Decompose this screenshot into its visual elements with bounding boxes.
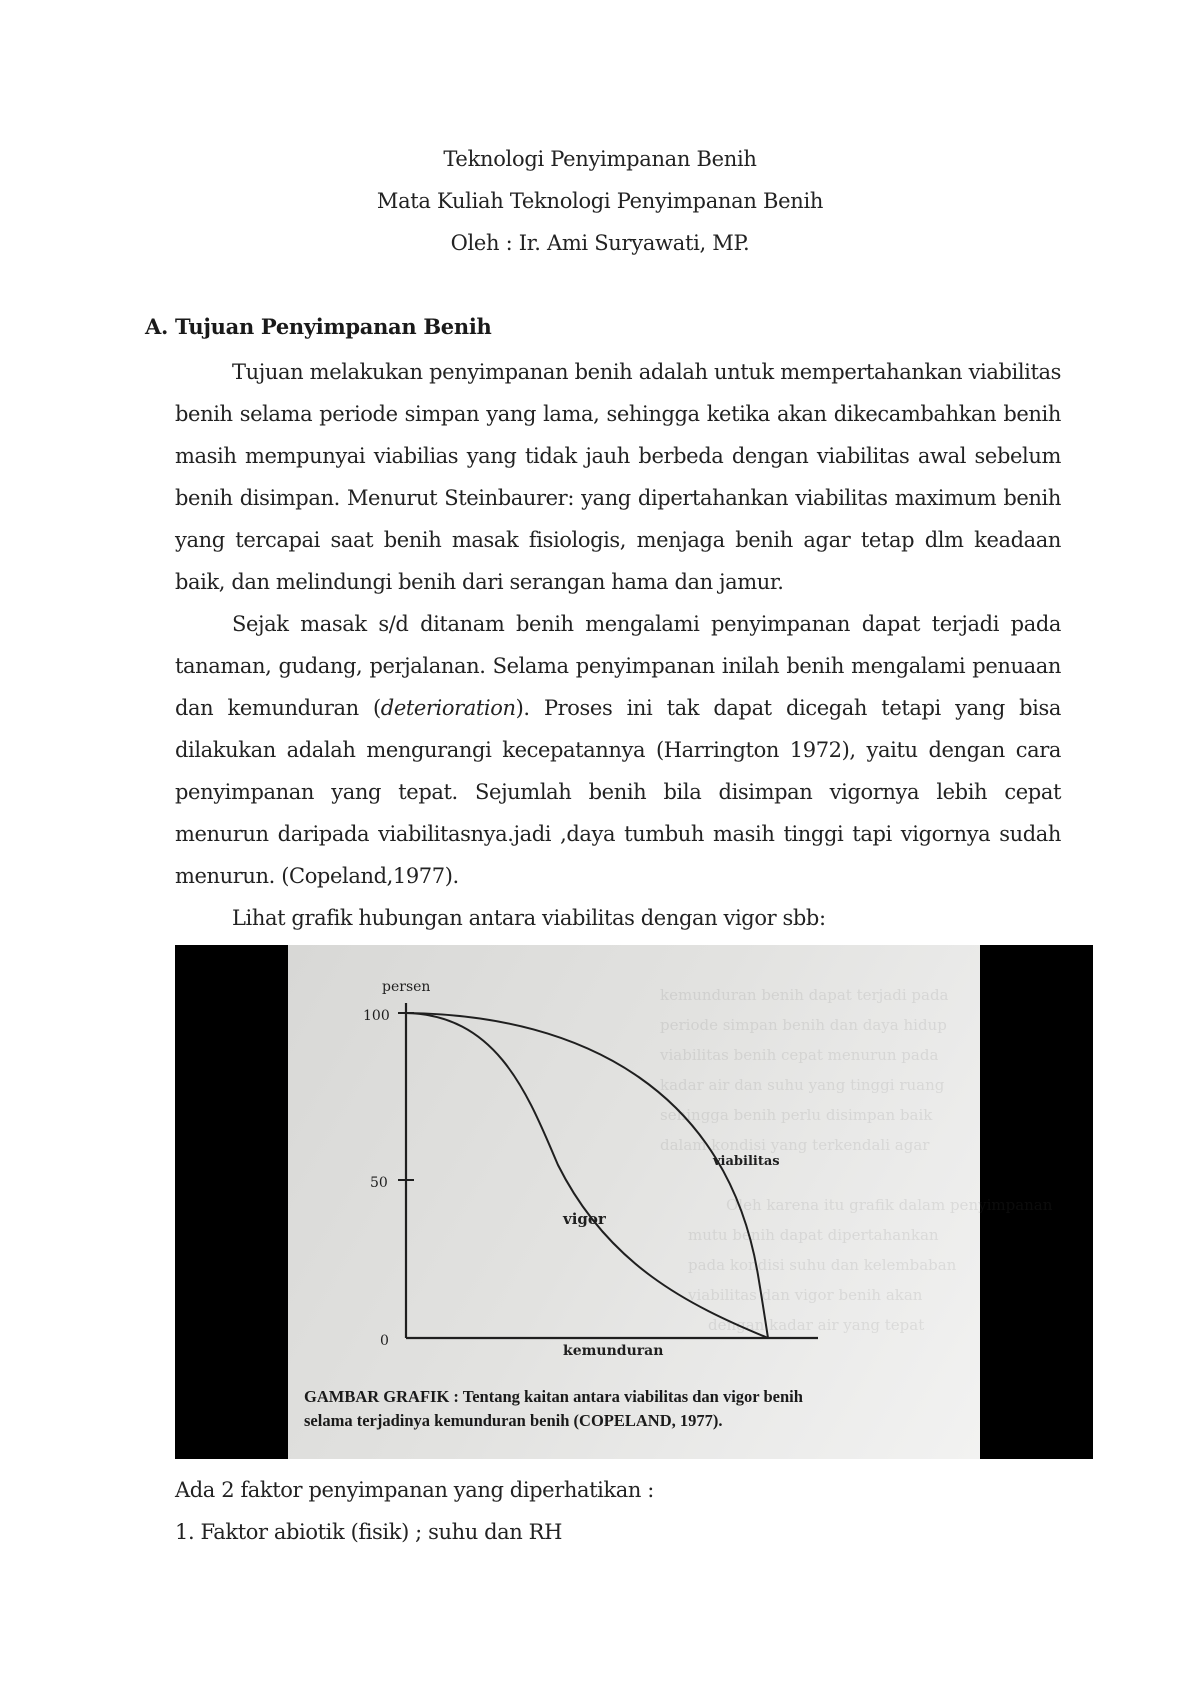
ghost-text: kadar air dan suhu yang tinggi ruang	[660, 1076, 945, 1094]
paragraph-deterioration	[175, 603, 1061, 897]
x-axis-title: kemunduran	[563, 1343, 664, 1359]
graph-intro: Lihat grafik hubungan antara viabilitas dengan vigor sbb:	[232, 906, 826, 930]
ghost-text: periode simpan benih dan daya hidup	[660, 1016, 947, 1034]
paragraph-purpose: Tujuan melakukan penyimpanan benih adalah untuk mempertahankan viabilitas benih selama periode simpan yang lama, sehingga ketika akan dikecambahkan benih masih mempunyai viabilias yang tidak jauh berbeda dengan viabilitas awal sebelum benih disimpan. Menurut Steinbaurer: yang dipertahankan viabilitas maximum benih yang tercapai saat benih masak fisiologis, menjaga benih agar tetap dlm keadaan baik, dan melindungi benih dari serangan hama dan jamur.	[175, 360, 1061, 594]
ghost-text: viabilitas benih cepat menurun pada	[660, 1046, 939, 1064]
ghost-text: sehingga benih perlu disimpan baik	[660, 1106, 933, 1124]
ghost-text: pada kondisi suhu dan kelembaban	[688, 1256, 957, 1274]
y-tick-label-0: 0	[380, 1333, 389, 1349]
ghost-text: mutu benih dapat dipertahankan	[688, 1226, 939, 1244]
ghost-text: viabilitas dan vigor benih akan	[688, 1286, 923, 1304]
section-heading: A. Tujuan Penyimpanan Benih	[145, 314, 492, 339]
y-tick-label-50: 50	[370, 1175, 388, 1191]
ghost-text: dengan kadar air yang tepat	[708, 1316, 925, 1334]
factor-item-1: 1. Faktor abiotik (fisik) ; suhu dan RH	[175, 1520, 563, 1544]
vigor-label: vigor	[563, 1210, 606, 1228]
author-line: Oleh : Ir. Ami Suryawati, MP.	[450, 231, 750, 255]
figure-book-page	[288, 945, 1053, 1459]
caption-line-1: GAMBAR GRAFIK : Tentang kaitan antara viabilitas dan vigor benih	[304, 1387, 803, 1406]
factors-intro: Ada 2 faktor penyimpanan yang diperhatikan :	[175, 1478, 654, 1502]
y-axis-title: persen	[382, 979, 431, 995]
ghost-text: Oleh karena itu grafik dalam penyimpanan	[726, 1196, 1053, 1214]
y-tick-label-100: 100	[363, 1008, 390, 1024]
vigor-curve	[406, 1013, 768, 1338]
course-name: Mata Kuliah Teknologi Penyimpanan Benih	[376, 189, 824, 213]
viabilitas-label: viabilitas	[713, 1154, 780, 1169]
figure-photo	[175, 945, 1093, 1459]
deterioration-term: deterioration	[380, 696, 516, 720]
document-title: Teknologi Penyimpanan Benih	[443, 147, 757, 171]
viability-vigor-graph	[288, 945, 980, 1459]
paragraph-deterioration-text-1: Sejak masak s/d ditanam benih mengalami penyimpanan dapat terjadi pada tanaman, gudang, perjalanan. Selama penyimpanan inilah benih mengalami penuaan dan kemunduran (	[175, 612, 1061, 720]
ghost-text: dalam kondisi yang terkendali agar	[660, 1136, 930, 1154]
viabilitas-curve	[406, 1013, 768, 1338]
caption-line-2: selama terjadinya kemunduran benih (COPELAND, 1977).	[304, 1411, 723, 1430]
paragraph-deterioration-text-2: ). Proses ini tak dapat dicegah tetapi yang bisa dilakukan adalah mengurangi kecepatannya (Harrington 1972), yaitu dengan cara penyimpanan yang tepat. Sejumlah benih bila disimpan vigornya lebih cepat menurun daripada viabilitasnya.jadi ,daya tumbuh masih tinggi tapi vigornya sudah menurun. (Copeland,1977).	[175, 696, 1061, 888]
figure-caption	[304, 1385, 944, 1433]
ghost-text: kemunduran benih dapat terjadi pada	[660, 986, 949, 1004]
